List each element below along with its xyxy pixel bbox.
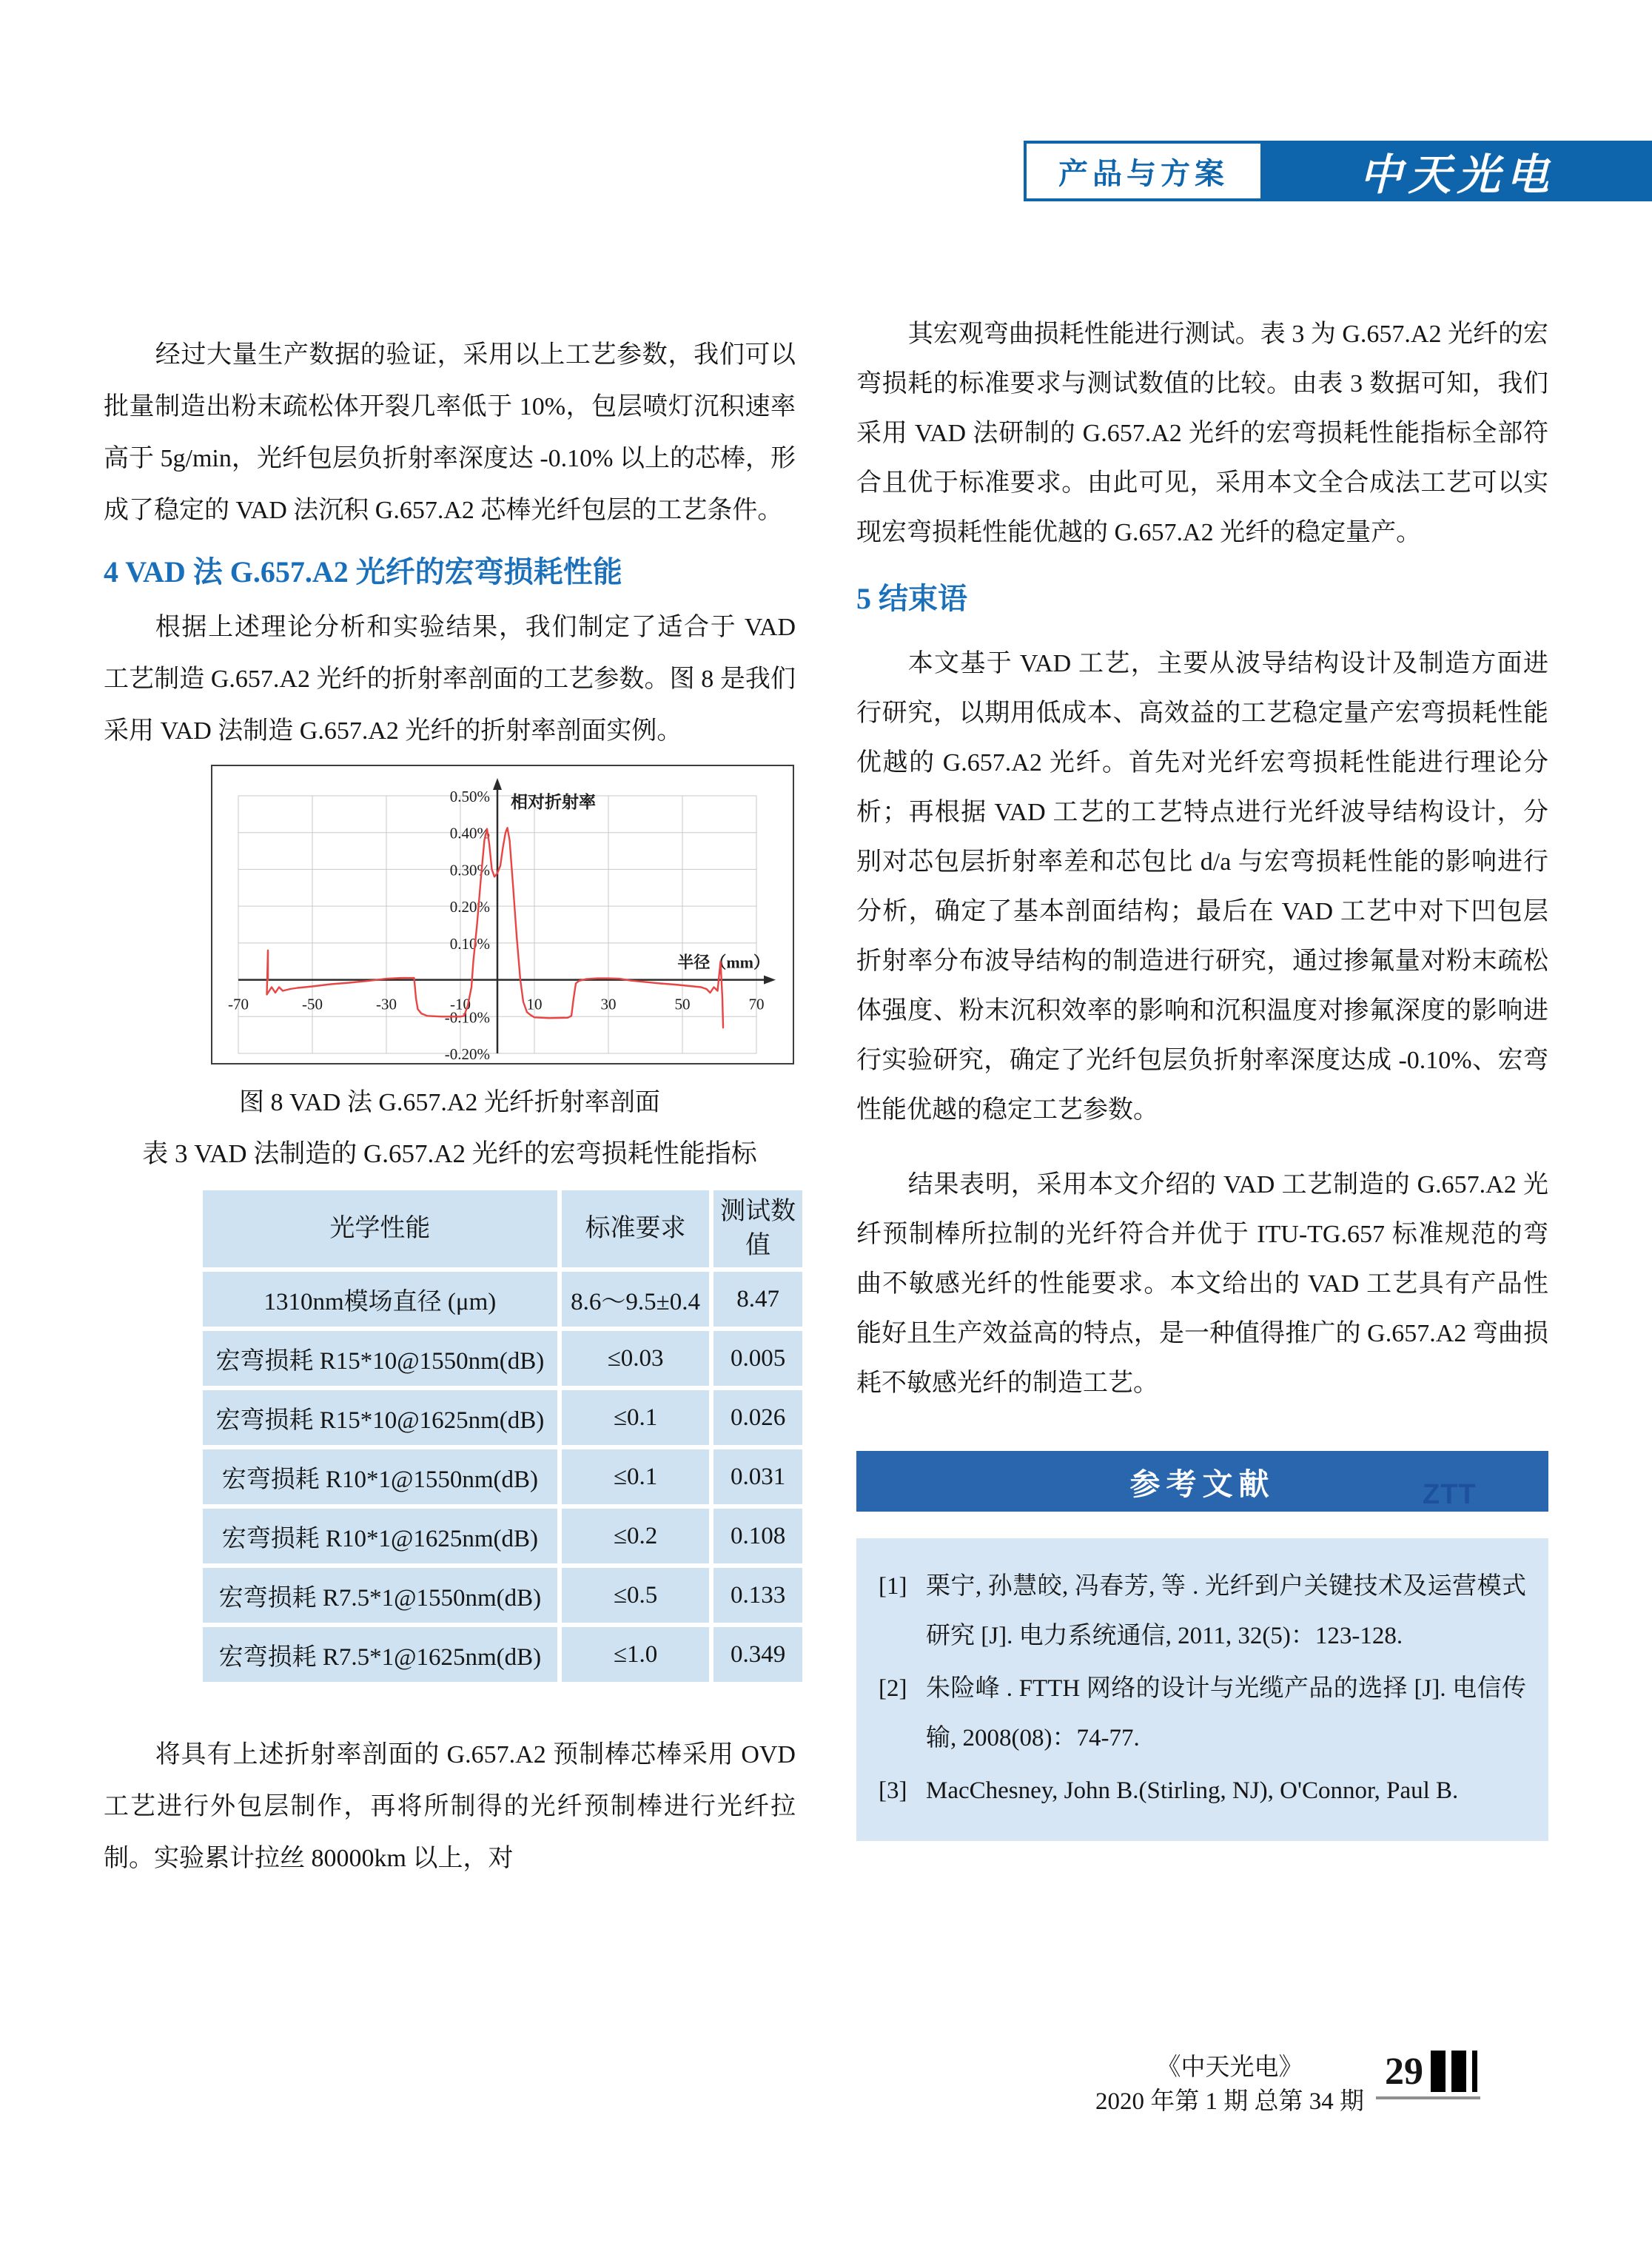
svg-text:-0.20%: -0.20% [444, 1045, 490, 1063]
left-column [104, 329, 796, 1885]
table-cell: 宏弯损耗 R15*10@1550nm(dB) [203, 1331, 557, 1386]
paragraph: 将具有上述折射率剖面的 G.657.A2 预制棒芯棒采用 OVD 工艺进行外包层制作，再将所制得的光纤预制棒进行光纤拉制。实验累计拉丝 80000km 以上，对 [104, 1741, 796, 1872]
svg-text:-70: -70 [228, 995, 249, 1013]
journal-info [1095, 2051, 1364, 2119]
table-cell: 宏弯损耗 R10*1@1625nm(dB) [203, 1509, 557, 1563]
column-header: 测试数值 [713, 1190, 802, 1267]
refractive-index-chart [212, 766, 793, 1063]
table-cell: ≤0.1 [562, 1449, 710, 1504]
table-cell: ≤0.2 [562, 1509, 710, 1563]
table-cell: 宏弯损耗 R7.5*1@1625nm(dB) [203, 1627, 557, 1682]
table-cell: 宏弯损耗 R10*1@1550nm(dB) [203, 1449, 557, 1504]
reference-id: [1] [879, 1573, 907, 1600]
table-row [203, 1272, 802, 1327]
section-heading-4: 4 VAD 法 G.657.A2 光纤的宏弯损耗性能 [104, 555, 622, 589]
brand-banner [1262, 141, 1652, 201]
reference-item [879, 1664, 1526, 1763]
section-badge [1024, 141, 1263, 201]
table-cell: 0.031 [713, 1449, 802, 1504]
page-footer [1066, 2051, 1480, 2119]
section-badge-label: 产品与方案 [1058, 157, 1229, 190]
table-cell: 8.47 [713, 1272, 802, 1327]
journal-title: 《中天光电》 [1156, 2054, 1303, 2081]
svg-text:-0.10%: -0.10% [444, 1008, 490, 1027]
journal-issue: 2020 年第 1 期 总第 34 期 [1095, 2088, 1364, 2115]
svg-text:10: 10 [526, 995, 543, 1013]
svg-text:-50: -50 [302, 995, 323, 1013]
table-cell: 8.6～9.5±0.4 [562, 1272, 710, 1327]
table-row [203, 1627, 802, 1682]
table-cell: 0.108 [713, 1509, 802, 1563]
section-heading-5: 5 结束语 [856, 582, 967, 615]
table-cell: 宏弯损耗 R7.5*1@1550nm(dB) [203, 1568, 557, 1623]
paragraph: 其宏观弯曲损耗性能进行测试。表 3 为 G.657.A2 光纤的宏弯损耗的标准要求与测试数值的比较。由表 3 数据可知，我们采用 VAD 法研制的 G.657.A2 光纤的宏弯损耗性能指标全部符合且优于标准要求。由此可见，采用本文全合成法工艺可以实现宏弯损耗性能优越的 G.657.A2 光纤的稳定量产。 [856, 321, 1548, 546]
svg-text:0.10%: 0.10% [449, 934, 490, 953]
table-cell: 1310nm模场直径 (μm) [203, 1272, 557, 1327]
table-row [203, 1331, 802, 1386]
page-bars-icon [1431, 2051, 1477, 2092]
table-cell: ≤0.1 [562, 1390, 710, 1445]
references-title: 参考文献 [1129, 1466, 1275, 1501]
reference-text: MacChesney, John B.(Stirling, NJ), O'Connor, Paul B. [926, 1777, 1459, 1804]
svg-text:0.20%: 0.20% [449, 898, 490, 916]
svg-text:0.40%: 0.40% [449, 824, 490, 842]
svg-text:0.50%: 0.50% [449, 788, 490, 805]
paragraph: 经过大量生产数据的验证，采用以上工艺参数，我们可以批量制造出粉末疏松体开裂几率低于 10%，包层喷灯沉积速率高于 5g/min，光纤包层负折射率深度达 -0.10% 以上的芯棒，形成了稳定的 VAD 法沉积 G.657.A2 芯棒光纤包层的工艺条件。 [104, 341, 796, 524]
reference-item [879, 1562, 1526, 1661]
ztt-end-logo: ZTT [1423, 1479, 1477, 1510]
performance-table [198, 1186, 807, 1686]
svg-text:50: 50 [674, 995, 691, 1013]
paragraph: 根据上述理论分析和实验结果，我们制定了适合于 VAD 工艺制造 G.657.A2 光纤的折射率剖面的工艺参数。图 8 是我们采用 VAD 法制造 G.657.A2 光纤的折射率剖面实例。 [104, 614, 796, 745]
table-cell: ≤0.5 [562, 1568, 710, 1623]
figure-caption: 图 8 VAD 法 G.657.A2 光纤折射率剖面 [239, 1089, 660, 1116]
table-row [203, 1390, 802, 1445]
table-cell: ≤1.0 [562, 1627, 710, 1682]
reference-text: 栗宁, 孙慧皎, 冯春芳, 等 . 光纤到户关键技术及运营模式研究 [J]. 电力系统通信, 2011, 32(5)：123-128. [926, 1573, 1526, 1649]
svg-text:半径（mm）: 半径（mm） [677, 953, 770, 972]
references-box [856, 1538, 1548, 1841]
table-cell: 0.133 [713, 1568, 802, 1623]
right-column [856, 309, 1548, 1841]
svg-text:-10: -10 [450, 995, 471, 1013]
reference-text: 朱险峰 . FTTH 网络的设计与光缆产品的选择 [J]. 电信传输, 2008(08)：74-77. [926, 1675, 1526, 1751]
table-cell: 宏弯损耗 R15*10@1625nm(dB) [203, 1390, 557, 1445]
table-cell: ≤0.03 [562, 1331, 710, 1386]
column-header: 标准要求 [562, 1190, 710, 1267]
table-row [203, 1509, 802, 1563]
svg-text:70: 70 [748, 995, 765, 1013]
table-row [203, 1449, 802, 1504]
column-header: 光学性能 [203, 1190, 557, 1267]
reference-id: [2] [879, 1675, 907, 1702]
reference-id: [3] [879, 1777, 907, 1804]
paragraph: 结果表明，采用本文介绍的 VAD 工艺制造的 G.657.A2 光纤预制棒所拉制的光纤符合并优于 ITU-TG.657 标准规范的弯曲不敏感光纤的性能要求。本文给出的 VAD 工艺具有产品性能好且生产效益高的特点，是一种值得推广的 G.657.A2 弯曲损耗不敏感光纤的制造工艺。 [856, 1171, 1548, 1397]
page-number: 29 [1385, 2051, 1423, 2093]
brand-logo: 中天光电 [1359, 151, 1555, 199]
svg-text:相对折射率: 相对折射率 [511, 793, 596, 811]
table-cell: 0.026 [713, 1390, 802, 1445]
svg-text:-30: -30 [376, 995, 397, 1013]
table-cell: 0.005 [713, 1331, 802, 1386]
table-row [203, 1568, 802, 1623]
figure-8 [211, 765, 794, 1064]
table-header-row [203, 1190, 802, 1267]
table-caption: 表 3 VAD 法制造的 G.657.A2 光纤的宏弯损耗性能指标 [142, 1139, 757, 1168]
reference-item [879, 1766, 1526, 1816]
paragraph: 本文基于 VAD 工艺，主要从波导结构设计及制造方面进行研究，以期用低成本、高效益的工艺稳定量产宏弯损耗性能优越的 G.657.A2 光纤。首先对光纤宏弯损耗性能进行理论分析；再根据 VAD 工艺的工艺特点进行光纤波导结构设计，分别对芯包层折射率差和芯包比 d/a 与宏弯损耗性能的影响进行分析，确定了基本剖面结构；最后在 VAD 工艺中对下凹包层折射率分布波导结构的制造进行研究，通过掺氟量对粉末疏松体强度、粉末沉积效率的影响和沉积温度对掺氟深度的影响进行实验研究，确定了光纤包层负折射率深度达成 -0.10%、宏弯性能优越的稳定工艺参数。 [856, 650, 1548, 1124]
page-number-block [1376, 2051, 1480, 2099]
svg-text:0.30%: 0.30% [449, 861, 490, 879]
svg-text:30: 30 [600, 995, 617, 1013]
table-cell: 0.349 [713, 1627, 802, 1682]
